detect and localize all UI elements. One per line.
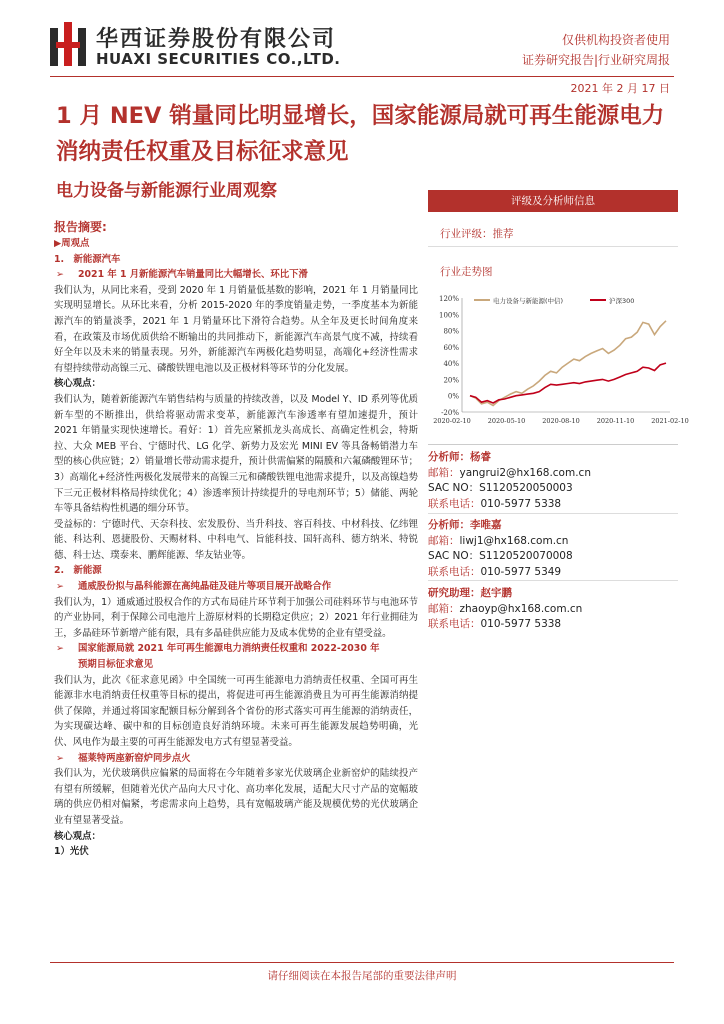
analyst-phone: 010-5977 5349 [480,565,562,578]
footer-divider [50,962,674,963]
paragraph: 我们认为，光伏玻璃供应偏紧的局面将在今年随着多家光伏玻璃企业新窑炉的陆续投产有望有所缓解，但随着光伏产品向大尺寸化、高功率化发展，适配大尺寸产品的宽幅玻璃的供应仍相对偏紧，考虑需求向上趋势，具有宽幅玻璃产能及规模优势的光伏玻璃企业有望显著受益。 [54,768,418,826]
sac-label: SAC NO： [428,550,480,562]
abstract-heading: 报告摘要: [54,220,107,234]
view-heading: ▶周观点 [54,238,90,249]
legend-label: 沪深300 [609,297,635,305]
audience-note: 仅供机构投资者使用 [561,33,670,47]
y-tick-label: 60% [443,343,459,352]
analyst-name: 分析师：杨睿 [428,451,491,463]
y-tick-label: 80% [443,327,459,336]
subsection-heading: ➢ 通威股份拟与晶科能源在高纯晶硅及硅片等项目展开战略合作 [54,579,418,595]
report-type: 证券研究报告|行业研究周报 [521,53,670,67]
paragraph: 我们认为，此次《征求意见函》中全国统一可再生能源电力消纳责任权重、全国可再生能源非水电消纳责任权重等目标的提出，将促进可再生能源消费且为可再生能源消纳提供了保障，并通过将国家配额目标分解到各个省份的形式落实可再生能源的消纳责任，为实现碳达峰、碳中和的目标创造良好消纳环境。未来可再生能源发展趋势明确，光伏、风电作为最主要的可再生能源发电方式有望显著受益。 [54,674,418,748]
analyst-name: 研究助理：赵宇鹏 [428,587,512,599]
x-tick-label: 2021-02-10 [651,417,689,425]
report-date: 2021 年 2 月 17 日 [570,82,670,95]
email-label: 邮箱： [428,534,460,547]
section-1-heading: 1. 新能源汽车 [54,253,121,265]
phone-label: 联系电话： [428,618,481,630]
paragraph: 我们认为，1）通威通过股权合作的方式布局硅片环节利于加强公司硅料环节与电池环节的产业协同，利于保障公司电池片上游原材料的长期稳定供应；2）2021 年行业拥硅为王，多晶硅环节新增产能有限，具有多晶硅供应能力及成本优势的企业有望受益。 [54,596,418,639]
report-title: 1 月 NEV 销量同比明显增长，国家能源局就可再生能源电力消纳责任权重及目标征求意见 [56,103,665,165]
huaxi-logo-icon [50,22,86,66]
x-tick-label: 2020-02-10 [433,417,471,425]
arrow-icon: ➢ [56,643,64,655]
y-tick-label: 100% [438,311,459,320]
company-name-cn: 华西证券股份有限公司 [96,27,337,52]
phone-label: 联系电话： [428,497,481,510]
arrow-icon: ➢ [56,752,64,764]
header-right [522,30,670,70]
y-tick-label: 40% [443,360,459,369]
analyst-card [428,518,678,580]
industry-trend-chart [428,290,689,430]
email-label: 邮箱： [428,466,460,479]
x-tick-label: 2020-08-10 [542,417,580,425]
x-tick-label: 2020-11-10 [596,417,635,425]
subsection-pv: 1）光伏 [54,846,89,858]
analyst-sac: S1120520070008 [479,550,573,562]
sidebar-header: 评级及分析师信息 [428,190,678,212]
paragraph: 我们认为，随着新能源汽车销售结构与质量的持续改善，以及 Model Y、ID 系列等优质新车型的不断推出，供给将驱动需求变革，新能源汽车渗透率有望加速提升，预计 2021 年销量实现快速增长。看好：1）首先应紧抓龙头高成长、高确定性机会，特斯拉、大众 MEB 平台、宁德时代、LG 化学、新势力及宏光 MINI EV 等具备畅销潜力车型的核心供应链；2）销量增长带动需求提升，预计供需偏紧的隔膜和六氟磷酸锂环节；3）高端化+经济性两极化发展带来的高镍三元和磷酸铁锂电池需求提升，以及高镍趋势下三元正极材料格局持续优化；4）渗透率预计持续提升的导电剂环节；5）储能、两轮车等具备结构性机遇的细分环节。 [54,393,418,515]
page-header [0,0,724,76]
email-label: 邮箱： [428,602,460,615]
analyst-sac: S1120520050003 [479,482,573,494]
header-divider [50,76,674,77]
section-2-heading: 2. 新能源 [54,565,102,577]
report-subtitle: 电力设备与新能源行业周观察 [56,181,277,201]
analyst-card [428,450,678,512]
sidebar [428,190,689,425]
industry-rating: 行业评级：推荐 [440,228,514,240]
analyst-card [428,586,678,633]
paragraph: 我们认为，从同比来看，受到 2020 年 1 月销量低基数的影响，2021 年 1 月销量同比实现明显增长。从环比来看，分析 2015-2020 年的季度销量走势，一季度基本为新能源汽车的销量淡季，2021 年 1 月销量环比下滑符合趋势。从全年及更长时间角度来看，在政策及市场优质供给不断输出的共同推动下，新能源汽车高景气度不减，持续看好全年以及未来的销量表现。另外，新能源汽车两极化趋势明显，高端化+经济性需求有望持续带动高镍三元、磷酸铁锂电池以及正极材料等环节的分化发展。 [54,284,418,374]
analyst-name: 分析师：李唯嘉 [428,519,502,531]
core-view-label: 核心观点： [54,830,101,842]
trend-label: 行业走势图 [440,266,493,278]
y-tick-label: 20% [443,376,459,385]
legend-label: 电力设备与新能源(中信) [493,297,564,305]
arrow-icon: ➢ [56,581,64,593]
subsection-heading-cont: 预期目标征求意见 [78,659,154,671]
main-column [54,218,418,860]
divider [428,246,678,247]
divider [428,580,678,581]
divider [428,444,678,445]
paragraph: 受益标的：宁德时代、天奈科技、宏发股份、当升科技、容百科技、中材科技、亿纬锂能、科达利、恩捷股份、天赐材料、中科电气、旨能科技、国轩高科、德方纳米、特锐德、科士达、璞泰来、鹏辉能源、华友钴业等。 [54,518,418,561]
y-tick-label: -20% [441,409,459,417]
analyst-phone: 010-5977 5338 [480,618,562,630]
phone-label: 联系电话： [428,565,481,578]
series-line-1 [470,363,666,403]
analyst-email[interactable]: yangrui2@hx168.com.cn [459,466,591,479]
subsection-heading: ➢ 2021 年 1 月新能源汽车销量同比大幅增长、环比下滑 [54,267,418,283]
subsection-heading: ➢ 国家能源局就 2021 年可再生能源电力消纳责任权重和 2022-2030 年 [54,641,418,657]
divider [428,513,678,514]
arrow-icon: ➢ [56,269,64,281]
legal-notice: 请仔细阅读在本报告尾部的重要法律声明 [267,970,457,982]
subsection-heading: ➢ 福莱特两座新窑炉同步点火 [54,751,418,767]
x-tick-label: 2020-05-10 [487,417,526,425]
y-tick-label: 0% [447,392,459,401]
analyst-email[interactable]: liwj1@hx168.com.cn [459,534,569,547]
series-line-0 [470,321,666,406]
sac-label: SAC NO： [428,482,480,494]
core-view-label: 核心观点： [54,378,101,390]
company-name-en: HUAXI SECURITIES CO.,LTD. [96,50,341,68]
analyst-phone: 010-5977 5338 [480,497,562,510]
y-tick-label: 120% [438,295,459,303]
analyst-email[interactable]: zhaoyp@hx168.com.cn [459,602,583,615]
